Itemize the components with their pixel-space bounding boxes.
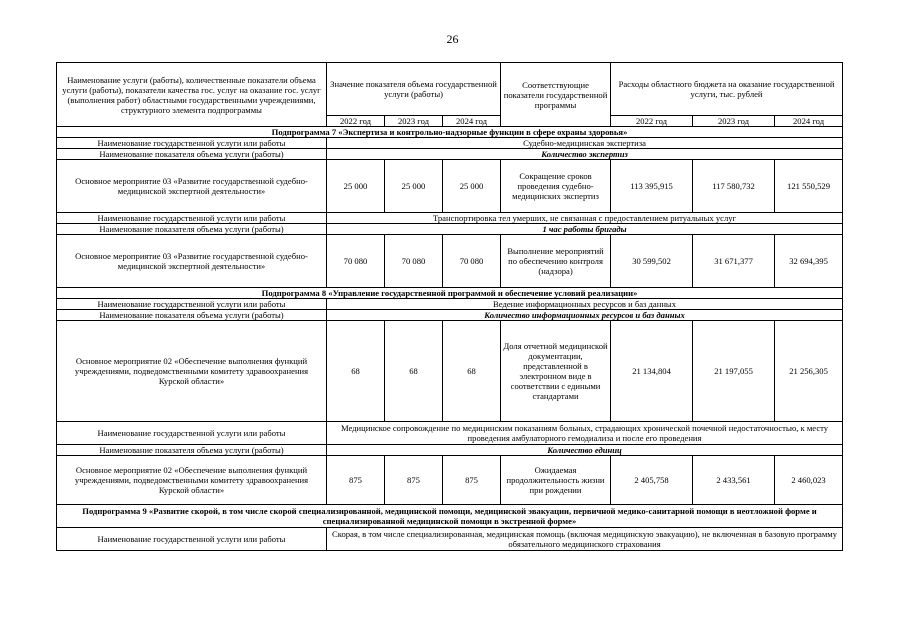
label-service: Наименование государственной услуги или работы bbox=[57, 299, 327, 310]
program-indicator: Выполнение мероприятий по обеспечению контроля (надзора) bbox=[501, 235, 611, 288]
header-row bbox=[57, 63, 843, 116]
volume-value: 25 000 bbox=[443, 160, 501, 213]
table-row bbox=[57, 160, 843, 213]
service-name: Судебно-медицинская экспертиза bbox=[327, 138, 843, 149]
service-name: Транспортировка тел умерших, не связанная с предоставлением ритуальных услуг bbox=[327, 213, 843, 224]
label-service: Наименование государственной услуги или работы bbox=[57, 138, 327, 149]
label-indicator: Наименование показателя объема услуги (работы) bbox=[57, 224, 327, 235]
expense-value: 21 197,055 bbox=[693, 321, 775, 422]
expense-value: 2 460,023 bbox=[775, 456, 843, 505]
volume-value: 25 000 bbox=[327, 160, 385, 213]
program-indicator: Ожидаемая продолжительность жизни при рождении bbox=[501, 456, 611, 505]
label-service: Наименование государственной услуги или работы bbox=[57, 422, 327, 445]
volume-value: 875 bbox=[385, 456, 443, 505]
label-service: Наименование государственной услуги или работы bbox=[57, 213, 327, 224]
expense-value: 2 405,758 bbox=[611, 456, 693, 505]
volume-value: 68 bbox=[443, 321, 501, 422]
year-cell: 2022 год bbox=[327, 116, 385, 127]
volume-value: 68 bbox=[327, 321, 385, 422]
indicator-name: Количество информационных ресурсов и баз данных bbox=[327, 310, 843, 321]
expense-value: 31 671,377 bbox=[693, 235, 775, 288]
year-cell: 2024 год bbox=[775, 116, 843, 127]
service-name: Скорая, в том числе специализированная, медицинская помощь (включая медицинскую эвакуацию), не включенная в базовую программу обязательного медицинского страхования bbox=[327, 528, 843, 551]
activity-name: Основное мероприятие 03 «Развитие государственной судебно-медицинской экспертной деятельности» bbox=[57, 235, 327, 288]
activity-name: Основное мероприятие 02 «Обеспечение выполнения функций учреждениями, подведомственными комитету здравоохранения Курской области» bbox=[57, 456, 327, 505]
header-col2: Значение показателя объема государственной услуги (работы) bbox=[327, 63, 501, 116]
volume-value: 70 080 bbox=[443, 235, 501, 288]
service-name: Медицинское сопровождение по медицинским показаниям больных, страдающих хронической почечной недостаточностью, к месту проведения амбулаторного гемодиализа и после его проведения bbox=[327, 422, 843, 445]
service-name: Ведение информационных ресурсов и баз данных bbox=[327, 299, 843, 310]
expense-value: 30 599,502 bbox=[611, 235, 693, 288]
header-col4: Расходы областного бюджета на оказание государственной услуги, тыс. рублей bbox=[611, 63, 843, 116]
volume-value: 875 bbox=[327, 456, 385, 505]
page-number: 26 bbox=[446, 32, 459, 46]
expense-value: 21 134,804 bbox=[611, 321, 693, 422]
expense-value: 32 694,395 bbox=[775, 235, 843, 288]
activity-name: Основное мероприятие 02 «Обеспечение выполнения функций учреждениями, подведомственными комитету здравоохранения Курской области» bbox=[57, 321, 327, 422]
volume-value: 70 080 bbox=[327, 235, 385, 288]
subprogram-7-title: Подпрограмма 7 «Экспертиза и контрольно-надзорные функции в сфере охраны здоровья» bbox=[57, 127, 843, 138]
year-cell: 2023 год bbox=[385, 116, 443, 127]
year-cell: 2022 год bbox=[611, 116, 693, 127]
subprogram-9-title: Подпрограмма 9 «Развитие скорой, в том числе скорой специализированной, медицинской помощи, медицинской эвакуации, первичной медико-санитарной помощи в неотложной форме и специализированной медицинской помощи в экстренной форме» bbox=[57, 505, 843, 528]
indicator-name: Количество единиц bbox=[327, 445, 843, 456]
label-indicator: Наименование показателя объема услуги (работы) bbox=[57, 445, 327, 456]
budget-table bbox=[56, 62, 843, 551]
program-indicator: Сокращение сроков проведения судебно-медицинских экспертиз bbox=[501, 160, 611, 213]
program-indicator: Доля отчетной медицинской документации, представленной в электронном виде в соответствии с едиными стандартами bbox=[501, 321, 611, 422]
header-col1: Наименование услуги (работы), количественные показатели объема услуги (работы), показатели качества гос. услуг на оказание гос. услуг (выполнения работ) областными государственными учреждениями, структурного элемента подпрограммы bbox=[57, 63, 327, 127]
volume-value: 25 000 bbox=[385, 160, 443, 213]
expense-value: 117 580,732 bbox=[693, 160, 775, 213]
expense-value: 121 550,529 bbox=[775, 160, 843, 213]
expense-value: 21 256,305 bbox=[775, 321, 843, 422]
volume-value: 68 bbox=[385, 321, 443, 422]
indicator-name: Количество экспертиз bbox=[327, 149, 843, 160]
year-cell: 2023 год bbox=[693, 116, 775, 127]
subprogram-8-title: Подпрограмма 8 «Управление государственной программой и обеспечение условий реализации» bbox=[57, 288, 843, 299]
activity-name: Основное мероприятие 03 «Развитие государственной судебно-медицинской экспертной деятельности» bbox=[57, 160, 327, 213]
label-service: Наименование государственной услуги или работы bbox=[57, 528, 327, 551]
header-col3: Соответствующие показатели государственной программы bbox=[501, 63, 611, 127]
volume-value: 70 080 bbox=[385, 235, 443, 288]
expense-value: 2 433,561 bbox=[693, 456, 775, 505]
volume-value: 875 bbox=[443, 456, 501, 505]
table-row bbox=[57, 235, 843, 288]
label-indicator: Наименование показателя объема услуги (работы) bbox=[57, 310, 327, 321]
year-cell: 2024 год bbox=[443, 116, 501, 127]
indicator-name: 1 час работы бригады bbox=[327, 224, 843, 235]
table-row bbox=[57, 456, 843, 505]
expense-value: 113 395,915 bbox=[611, 160, 693, 213]
table-row bbox=[57, 321, 843, 422]
label-indicator: Наименование показателя объема услуги (работы) bbox=[57, 149, 327, 160]
